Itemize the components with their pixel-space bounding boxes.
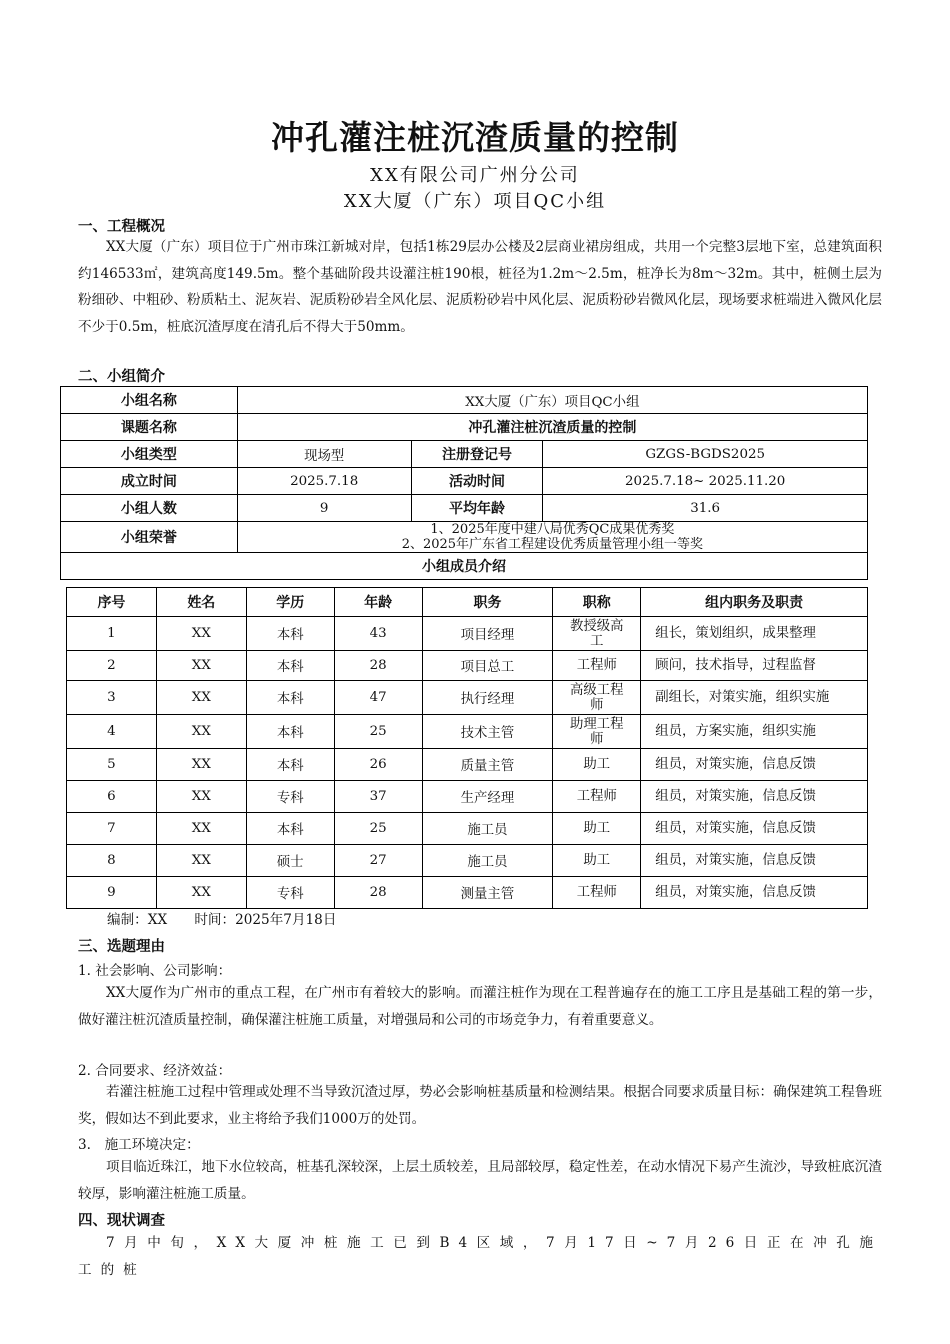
- member-post: 执行经理: [422, 681, 553, 715]
- member-title-line-2: 师: [590, 731, 604, 747]
- group-name-label: 小组名称: [61, 387, 238, 414]
- founded-label: 成立时间: [61, 468, 238, 495]
- average-age-label: 平均年龄: [411, 495, 543, 522]
- member-name: XX: [156, 681, 246, 715]
- member-post: 项目总工: [422, 651, 553, 681]
- reason-1-text: XX大厦作为广州市的重点工程，在广州市有着较大的影响。而灌注桩作为现在工程普遍存在的施工工序且是基础工程的第一步，做好灌注桩沉渣质量控制，确保灌注桩施工质量，对增强局和公司的市场竞争力，有着重要意义。: [78, 985, 882, 1028]
- honor-item-1: 1、2025年度中建八局优秀QC成果优秀奖: [430, 522, 675, 537]
- member-title-line-1: 高级工程: [570, 682, 624, 698]
- member-title: [553, 749, 641, 781]
- member-title: [553, 681, 641, 715]
- average-age-value: 31.6: [543, 495, 868, 522]
- member-age: 28: [334, 651, 422, 681]
- section-1-paragraph: [78, 234, 882, 340]
- activity-value: 2025.7.18~ 2025.11.20: [543, 468, 868, 495]
- reason-1-paragraph: [78, 980, 882, 1033]
- member-edu: 专科: [246, 781, 334, 813]
- member-no: 7: [67, 813, 157, 845]
- registration-label: 注册登记号: [411, 441, 543, 468]
- member-title-line-2: 工: [590, 633, 604, 649]
- section-4-heading: 四、现状调查: [78, 1213, 165, 1229]
- member-age: 25: [334, 715, 422, 749]
- section-4-text: 7月中旬，XX大厦冲桩施工已到B4区域，7月17日~7月26日正在冲孔施工的桩: [78, 1235, 882, 1278]
- member-edu: 本科: [246, 651, 334, 681]
- member-count-label: 小组人数: [61, 495, 238, 522]
- member-duty: 组员，对策实施，信息反馈: [641, 813, 868, 845]
- section-3-heading: 三、选题理由: [78, 939, 165, 955]
- honor-item-2: 2、2025年广东省工程建设优秀质量管理小组一等奖: [401, 537, 704, 552]
- member-title: [553, 715, 641, 749]
- group-info-table: [60, 386, 868, 580]
- member-duty: 组员，对策实施，信息反馈: [641, 845, 868, 877]
- member-post: 项目经理: [422, 617, 553, 651]
- reason-3-title: 3. 施工环境决定：: [78, 1137, 200, 1153]
- reason-1-title: 1. 社会影响、公司影响：: [78, 963, 232, 979]
- column-header: 职务: [422, 588, 553, 617]
- member-name: XX: [156, 715, 246, 749]
- group-type-label: 小组类型: [61, 441, 238, 468]
- member-no: 8: [67, 845, 157, 877]
- column-header: 年龄: [334, 588, 422, 617]
- member-edu: 本科: [246, 813, 334, 845]
- member-edu: 本科: [246, 715, 334, 749]
- member-title: [553, 781, 641, 813]
- section-4-paragraph: [78, 1230, 882, 1283]
- table-row: [67, 651, 868, 681]
- column-header: 姓名: [156, 588, 246, 617]
- member-edu: 专科: [246, 877, 334, 909]
- member-title-line-2: 师: [590, 697, 604, 713]
- member-post: 生产经理: [422, 781, 553, 813]
- table-row: [67, 715, 868, 749]
- member-duty: 副组长，对策实施，组织实施: [641, 681, 868, 715]
- member-post: 质量主管: [422, 749, 553, 781]
- member-age: 28: [334, 877, 422, 909]
- member-title-line-1: 教授级高: [570, 618, 624, 634]
- topic-label: 课题名称: [61, 414, 238, 441]
- member-duty: 组员，对策实施，信息反馈: [641, 781, 868, 813]
- member-post: 技术主管: [422, 715, 553, 749]
- member-title: [553, 813, 641, 845]
- column-header: 组内职务及职责: [641, 588, 868, 617]
- member-title-line-1: 助理工程: [570, 716, 624, 732]
- member-no: 5: [67, 749, 157, 781]
- topic-value: 冲孔灌注桩沉渣质量的控制: [237, 414, 867, 441]
- column-header: 序号: [67, 588, 157, 617]
- member-no: 1: [67, 617, 157, 651]
- reason-2-paragraph: [78, 1079, 882, 1132]
- member-edu: 本科: [246, 617, 334, 651]
- member-name: XX: [156, 651, 246, 681]
- member-no: 3: [67, 681, 157, 715]
- member-edu: 硕士: [246, 845, 334, 877]
- member-title-line-1: 助工: [583, 853, 611, 868]
- member-age: 43: [334, 617, 422, 651]
- group-name-subtitle: XX大厦（广东）项目QC小组: [343, 191, 607, 212]
- member-title: [553, 877, 641, 909]
- member-title-line-1: 工程师: [576, 658, 617, 673]
- founded-value: 2025.7.18: [237, 468, 411, 495]
- section-1-text: XX大厦（广东）项目位于广州市珠江新城对岸，包括1栋29层办公楼及2层商业裙房组成，共用一个完整3层地下室，总建筑面积约146533㎡，建筑高度149.5m。整个基础阶段共设灌注桩190根，桩径为1.2m～2.5m，桩净长为8m～32m。其中，桩侧土层为粉细砂、中粗砂、粉质粘土、泥灰岩、泥质粉砂岩全风化层、泥质粉砂岩中风化层、泥质粉砂岩微风化层，现场要求桩端进入微风化层不少于0.5m，桩底沉渣厚度在清孔后不得大于50mm。: [78, 239, 882, 335]
- activity-label: 活动时间: [411, 468, 543, 495]
- member-duty: 组员，对策实施，信息反馈: [641, 749, 868, 781]
- registration-value: GZGS-BGDS2025: [543, 441, 868, 468]
- member-edu: 本科: [246, 749, 334, 781]
- member-age: 37: [334, 781, 422, 813]
- group-name-value: XX大厦（广东）项目QC小组: [237, 387, 867, 414]
- member-post: 施工员: [422, 845, 553, 877]
- member-title: [553, 617, 641, 651]
- member-name: XX: [156, 813, 246, 845]
- member-name: XX: [156, 749, 246, 781]
- member-title-line-1: 工程师: [576, 885, 617, 900]
- member-name: XX: [156, 781, 246, 813]
- member-duty: 组长，策划组织，成果整理: [641, 617, 868, 651]
- member-duty: 组员，对策实施，信息反馈: [641, 877, 868, 909]
- member-duty: 顾问，技术指导，过程监督: [641, 651, 868, 681]
- member-no: 2: [67, 651, 157, 681]
- section-2-heading: 二、小组简介: [78, 369, 165, 385]
- member-post: 施工员: [422, 813, 553, 845]
- member-no: 4: [67, 715, 157, 749]
- document-title: 冲孔灌注桩沉渣质量的控制: [271, 118, 679, 157]
- table-row: [67, 681, 868, 715]
- honor-label: 小组荣誉: [61, 522, 238, 553]
- reason-2-text: 若灌注桩施工过程中管理或处理不当导致沉渣过厚，势必会影响桩基质量和检测结果。根据合同要求质量目标：确保建筑工程鲁班奖，假如达不到此要求，业主将给予我们1000万的处罚。: [78, 1084, 882, 1127]
- member-title: [553, 845, 641, 877]
- table-row: [67, 877, 868, 909]
- member-age: 47: [334, 681, 422, 715]
- column-header: 职称: [553, 588, 641, 617]
- member-title-line-1: 工程师: [576, 789, 617, 804]
- table-row: [67, 749, 868, 781]
- member-name: XX: [156, 845, 246, 877]
- member-age: 27: [334, 845, 422, 877]
- member-title: [553, 651, 641, 681]
- member-no: 6: [67, 781, 157, 813]
- table-row: [67, 813, 868, 845]
- member-count-value: 9: [237, 495, 411, 522]
- members-header-row: [67, 588, 868, 617]
- group-type-value: 现场型: [237, 441, 411, 468]
- table-row: [67, 781, 868, 813]
- member-age: 26: [334, 749, 422, 781]
- member-title-line-1: 助工: [583, 821, 611, 836]
- member-duty: 组员，方案实施，组织实施: [641, 715, 868, 749]
- reason-3-paragraph: [78, 1154, 882, 1207]
- member-post: 测量主管: [422, 877, 553, 909]
- table-row: [67, 617, 868, 651]
- member-no: 9: [67, 877, 157, 909]
- member-name: XX: [156, 617, 246, 651]
- company-name: XX有限公司广州分公司: [370, 165, 580, 186]
- reason-2-title: 2. 合同要求、经济效益：: [78, 1063, 232, 1079]
- member-age: 25: [334, 813, 422, 845]
- member-title-line-1: 助工: [583, 757, 611, 772]
- honor-value: [237, 522, 867, 553]
- reason-3-text: 项目临近珠江，地下水位较高，桩基孔深较深，上层土质较差，且局部较厚，稳定性差，在动水情况下易产生流沙，导致桩底沉渣较厚，影响灌注桩施工质量。: [78, 1159, 882, 1202]
- member-edu: 本科: [246, 681, 334, 715]
- members-table-title: 小组成员介绍: [61, 553, 868, 580]
- column-header: 学历: [246, 588, 334, 617]
- members-table: [66, 587, 868, 909]
- section-1-heading: 一、工程概况: [78, 219, 165, 235]
- table-footer: 编制：XX 时间：2025年7月18日: [107, 912, 337, 928]
- member-name: XX: [156, 877, 246, 909]
- table-row: [67, 845, 868, 877]
